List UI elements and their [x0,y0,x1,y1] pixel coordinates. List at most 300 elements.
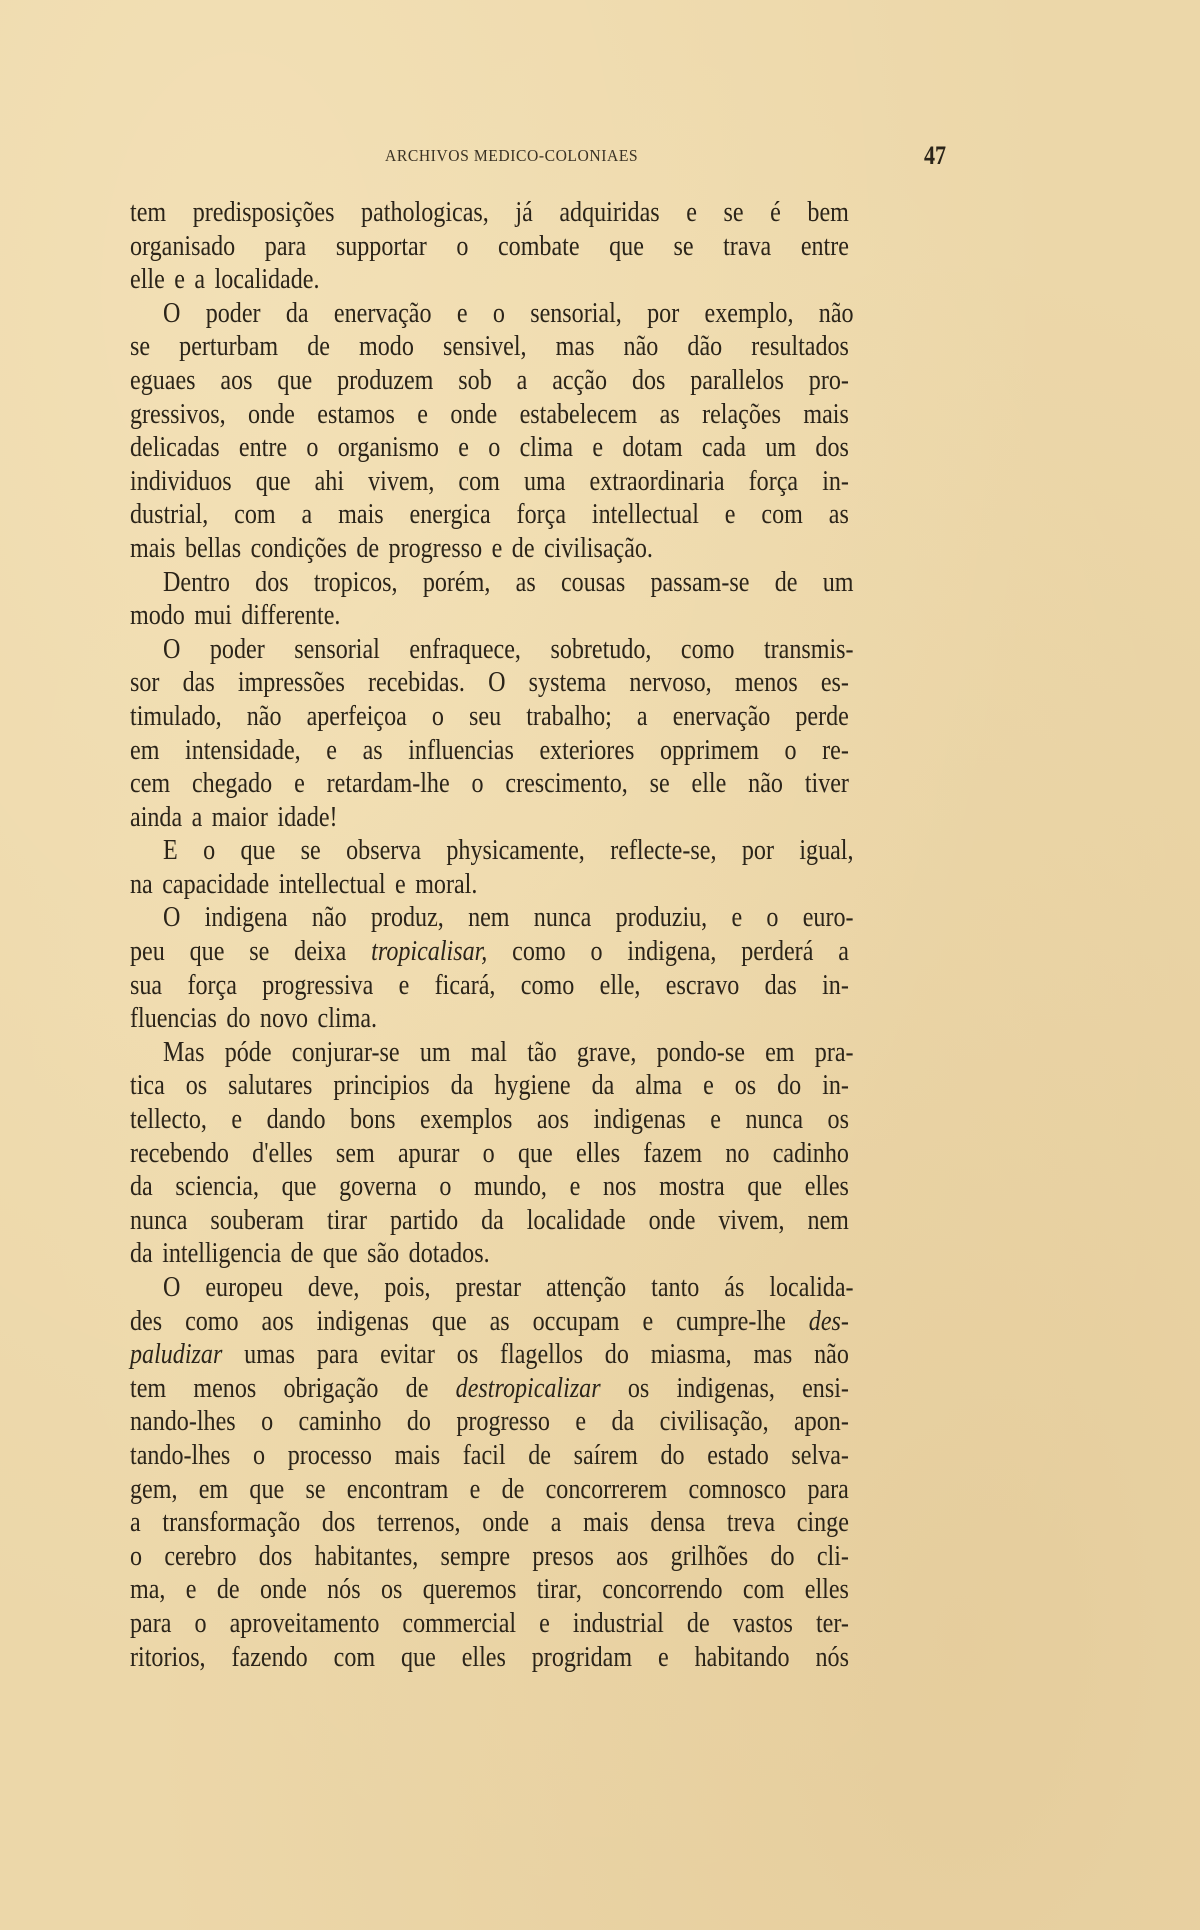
word: onde [482,1507,530,1539]
text-line [130,1372,966,1406]
word: e [703,1070,714,1102]
word: entre [800,230,849,262]
word: cadinho [772,1137,849,1169]
word: escravo [665,969,740,1001]
word: cada [701,432,747,464]
word: sobretudo, [550,633,652,665]
paragraph [130,633,966,835]
word: nando-lhes [130,1406,236,1438]
word: idade! [277,801,338,833]
word: observa [346,835,422,867]
word: onde [248,398,295,430]
word: as [515,566,536,598]
word: ter- [815,1607,849,1639]
word: nunca [533,902,592,934]
word: e [569,1171,581,1203]
word: sensivel, [442,331,527,363]
word: e [294,768,305,800]
word: com [458,465,500,497]
word: um [765,432,797,464]
word: do [406,1406,431,1438]
word: civilisação. [543,532,653,564]
word: pondo-se [656,1036,745,1068]
word: é [770,197,781,228]
word: ritorios, [130,1641,206,1673]
word: bem [807,197,849,228]
text-line [130,1405,966,1439]
word: o [471,768,484,800]
text-line [130,1237,966,1271]
word: in- [822,465,849,497]
word: adquiridas [559,197,660,228]
word: E [163,835,178,867]
word: sua [130,969,163,1001]
word: os [456,1339,479,1371]
text-line [130,465,966,499]
text-line [130,1473,966,1507]
word: intellectual [278,868,386,900]
body-text [130,196,966,1674]
word: aos [536,1104,569,1136]
text-line [130,398,966,432]
word: enervação [333,297,432,329]
word: nunca [130,1204,188,1236]
word: O [163,633,181,665]
text-line [130,1002,966,1036]
paragraph [130,834,966,901]
word: e [326,734,337,766]
word: as [362,734,383,766]
word: como [185,1305,239,1337]
word: salutares [228,1070,313,1102]
text-line [130,1103,966,1137]
word: o [492,297,505,329]
word: enervação [672,700,771,732]
word: das [764,969,797,1001]
word: um [419,1036,451,1068]
word: tem [130,1372,167,1404]
word: as [659,398,680,430]
word: processo [287,1439,372,1471]
word: caminho [298,1406,382,1438]
word: transformação [162,1507,301,1539]
paragraph [130,196,966,297]
word: e [417,398,428,430]
word: e [185,1574,197,1606]
word: alma [635,1070,683,1102]
word: in- [822,1070,849,1102]
word: indigena, [627,936,717,968]
word: da [591,1070,615,1102]
word: para [130,1607,172,1639]
word: influencias [408,734,514,766]
paragraph [130,1271,966,1674]
word: relações [702,398,781,430]
word: treva [726,1507,776,1539]
text-line [130,364,966,398]
word: de [307,331,330,363]
word: estabelecem [519,398,638,430]
word: o [194,1607,207,1639]
word: a [194,264,206,296]
word: como [520,969,575,1001]
word: predisposições [192,197,335,228]
word: os [627,1372,650,1404]
word: e [395,868,406,900]
word: se [649,768,670,800]
word: produziu, [615,902,708,934]
word: ás [724,1272,745,1303]
word: delicadas [130,432,220,464]
word: sor [130,667,160,699]
word: queremos [422,1574,517,1606]
text-line [130,498,966,532]
paragraph [130,297,966,566]
word: cem [130,768,171,800]
word: sciencia, [175,1171,259,1203]
word: pra- [814,1036,854,1068]
text-line [130,566,966,600]
word: de [511,532,535,564]
word: a [838,936,849,968]
word: mais [338,499,384,531]
word: indigena [204,902,288,934]
word: retardam-lhe [326,768,450,800]
word: dustrial, [130,499,209,531]
word: produz, [370,902,444,934]
word: nós [327,1574,361,1606]
word: se [305,1473,326,1505]
word: mui [194,600,232,632]
text-line [130,666,966,700]
word: tellecto, [130,1104,207,1136]
word: mais [394,1439,441,1471]
word: trabalho; [526,700,612,732]
word: e [469,1473,481,1505]
word: póde [224,1036,272,1068]
text-line [130,1305,966,1339]
word: os [380,1574,403,1606]
word: se [673,230,694,262]
word: dos [321,1507,356,1539]
text-line [130,1641,966,1675]
word: localida- [769,1272,854,1303]
word: e [710,1104,721,1136]
word: elles [804,1574,849,1606]
word: re- [822,734,849,766]
text-line [130,801,966,835]
word: que [609,230,644,262]
word: de [686,1607,710,1639]
word: tiver [804,768,849,800]
paragraph [130,566,966,633]
word: gressivos, [130,398,226,430]
word: e [724,499,736,531]
word: apurar [397,1137,460,1169]
word: tanto [651,1272,700,1303]
word: porém, [422,566,491,598]
word: aperfeiçoa [306,700,407,732]
word: das [182,667,215,699]
word: em [765,1036,795,1068]
word: e [575,1406,587,1438]
word: que [431,1305,467,1337]
word: intellectual [591,499,699,531]
word: da [285,297,309,329]
word: deixa [294,936,347,968]
word: de [290,1238,314,1270]
word: habitantes, [314,1540,419,1572]
word: nem [807,1204,849,1236]
word: que [517,1137,553,1169]
word: mais [803,398,849,430]
word: estado [707,1439,769,1471]
word: mal [470,1036,507,1068]
text-line [130,230,966,264]
word: transmis- [763,633,854,665]
word: e [456,297,468,329]
paragraph [130,901,966,1035]
word: europeu [205,1272,283,1303]
word: a [301,499,313,531]
word: civilisação, [659,1406,769,1438]
word: selva- [791,1439,849,1471]
word: vivem, [718,1204,785,1236]
word: as [828,499,849,531]
word: sempre [440,1540,511,1572]
word: modo [130,600,185,632]
text-line [130,734,966,768]
word: onde [259,1574,307,1606]
word: grave, [576,1036,637,1068]
word: miasma, [650,1339,732,1371]
word: indigenas, [676,1372,775,1404]
word: cerebro [164,1540,237,1572]
text-line [130,1204,966,1238]
word: intelligencia [162,1238,282,1270]
word: aproveitamento [229,1607,380,1639]
text-line [130,431,966,465]
word: e [731,902,743,934]
word: do [604,1339,629,1371]
word: euro- [802,902,854,934]
word: se [300,835,321,867]
word: industrial [572,1607,664,1639]
word: souberam [210,1204,305,1236]
word: e [174,264,185,296]
word: ahi [314,465,345,497]
word: cumpre-lhe [676,1305,786,1337]
word: que [277,364,313,396]
word: progresso [388,532,483,564]
word: systema [528,667,607,699]
word: ficará, [434,969,496,1001]
word: dotados. [408,1238,490,1270]
word: organisado [130,230,236,262]
word: da [481,1204,504,1236]
word: entre [238,432,288,464]
word: fazendo [231,1641,308,1673]
word: impressões [237,667,345,699]
word: fluencias [130,1003,217,1035]
word: do [226,1003,251,1035]
word: elle [130,264,165,296]
word: por [647,297,680,329]
word: que [189,936,225,968]
text-line [130,1540,966,1574]
word: aos [261,1305,294,1337]
word: prestar [455,1272,522,1303]
word: se [723,197,744,228]
word: concorrerem [545,1473,668,1505]
word: da [611,1406,635,1438]
word: concorrendo [602,1574,723,1606]
word: crescimento, [505,768,628,800]
word: já [515,197,533,228]
word: pois, [384,1272,431,1303]
word: poder [205,297,261,329]
word: peu [130,936,165,968]
word: ma, [130,1574,166,1606]
text-line [130,1338,966,1372]
word: a [636,700,648,732]
word: grilhões [670,1540,749,1572]
italic-word: paludizar [130,1339,223,1371]
word: e [686,197,697,228]
text-line [130,969,966,1003]
word: recebendo [130,1137,229,1169]
word: terrenos, [376,1507,461,1539]
word: parallelos [690,364,784,396]
word: o [261,1406,274,1438]
word: poder [209,633,265,665]
word: nunca [745,1104,804,1136]
text-line [130,196,966,230]
text-line [130,1607,966,1641]
word: commercial [402,1607,517,1639]
word: da [130,1171,153,1203]
word: occupam [532,1305,620,1337]
word: sob [458,364,492,396]
text-line [130,1271,966,1305]
word: o [252,1439,266,1471]
word: tem [130,197,167,228]
word: vastos [732,1607,793,1639]
text-line [130,935,966,969]
text-line [130,1036,966,1070]
word: de [405,1372,429,1404]
word: es- [820,667,849,699]
word: produzem [337,364,434,396]
word: perturbam [179,331,279,363]
word: cousas [560,566,626,598]
word: o [431,700,444,732]
word: attenção [545,1272,627,1303]
word: extraordinaria [589,465,725,497]
word: elles [575,1137,621,1169]
word: de [216,1574,240,1606]
word: com [333,1641,376,1673]
word: condições [250,532,347,564]
word: por [741,835,774,867]
word: perderá [741,936,814,968]
word: exemplos [420,1104,513,1136]
word: cli- [816,1540,849,1572]
word: a [550,1507,562,1539]
word: o [488,432,501,464]
word: aos [616,1540,649,1572]
italic-word: tropicalisar, [371,936,488,968]
word: com [761,499,803,531]
word: da [130,1238,153,1270]
word: progresso [456,1406,550,1438]
word: que [322,1238,358,1270]
word: dos [631,364,666,396]
word: nervoso, [629,667,712,699]
word: mais [130,532,176,564]
word: maior [211,801,268,833]
word: a [191,801,203,833]
word: dão [687,331,723,363]
word: dando [266,1104,326,1136]
word: um [822,566,854,598]
word: individuos [130,465,232,497]
text-line [130,1069,966,1103]
word: para [264,230,307,262]
word: para [316,1339,359,1371]
word: dos [258,1540,293,1572]
word: sensorial, [530,297,622,329]
word: Dentro [163,566,230,598]
word: pathologicas, [361,197,489,228]
word: no [725,1137,750,1169]
word: menos [734,667,798,699]
word: capacidade [162,868,270,900]
text-line [130,700,966,734]
word: do [770,1540,795,1572]
word: physicamente, [446,835,585,867]
word: força [516,499,567,531]
word: tirar, [536,1574,582,1606]
word: o [456,230,469,262]
word: que [401,1641,436,1673]
word: timulado, [130,700,222,732]
word: força [748,465,799,497]
word: umas [244,1339,295,1371]
word: que [281,1171,317,1203]
word: de [501,1473,525,1505]
italic-word: destropicalizar [455,1372,601,1404]
word: e [539,1607,550,1639]
text-line [130,1170,966,1204]
text-line [130,1506,966,1540]
word: bellas [184,532,242,564]
word: saírem [573,1439,638,1471]
word: eguaes [130,364,196,396]
text-line [130,901,966,935]
word: resultados [751,331,849,363]
italic-word: des- [808,1305,849,1337]
word: não [311,902,347,934]
word: intensidade, [185,734,301,766]
word: ensi- [802,1372,849,1404]
word: e [398,969,410,1001]
word: o [203,835,216,867]
word: o [590,936,603,968]
word: nos [602,1171,637,1203]
word: partido [389,1204,459,1236]
word: tando-lhes [130,1439,231,1471]
